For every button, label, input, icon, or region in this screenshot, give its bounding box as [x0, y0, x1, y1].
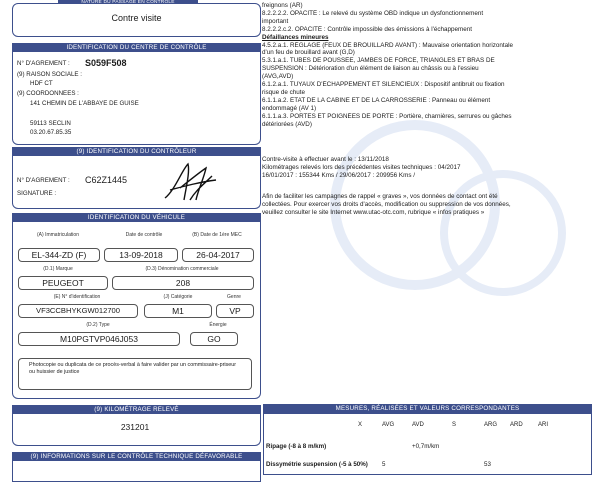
type-label: (D.2) Type	[86, 322, 110, 328]
mesures-row-label: Dissymétrie suspension (-5 à 50%)	[266, 461, 368, 468]
kilometrage-line: Kilométrages relevés lors des précédentes visites techniques : 04/2017	[262, 164, 461, 171]
mesures-cell: 53	[484, 461, 491, 468]
signature	[160, 160, 220, 205]
genre-label: Genre	[227, 294, 241, 300]
centre-raison-value: HDF CT	[30, 80, 53, 87]
centre-coord-label: (9) COORDONNEES :	[17, 90, 79, 97]
mesures-cell: 5	[382, 461, 386, 468]
mesures-col-header: AVD	[412, 422, 424, 428]
kilometrage-line: 16/01/2017 : 155344 Kms / 29/06/2017 : 209956 Kms /	[262, 172, 415, 179]
defaillance-line: 8.2.2.2.c.2. OPACITÉ : Contrôle impossible des émissions à l'échappement	[262, 25, 473, 33]
defaillance-line: 8.2.2.2.2. OPACITÉ : Le relevé du système OBD indique un dysfonctionnement	[262, 9, 484, 17]
defaillance-line: SUSPENSION : Détérioration d'un élément de liaison au châssis ou à l'essieu	[262, 65, 479, 73]
mesures-col-header: AVG	[382, 422, 395, 428]
mesures-col-header: S	[452, 422, 457, 428]
modele-field: 208	[112, 276, 254, 290]
kilometrage-field: 231201	[95, 421, 175, 433]
centre-city: 59113 SECLIN	[30, 120, 71, 127]
energie-label: Énergie	[209, 322, 227, 328]
controleur-agrement-value: C62Z1445	[85, 175, 128, 185]
defaillance-line: (AVG,AVD)	[262, 73, 294, 81]
defaillance-line: freignons (AR)	[262, 2, 303, 9]
mec-field: 26-04-2017	[182, 248, 254, 262]
defaillance-line: 6.1.2.a.1. TUYAUX D'ÉCHAPPEMENT ET SILENCIEUX : Dispositif antibruit ou fixation	[262, 81, 505, 88]
mesures-row-label: Ripage (-8 à 8 m/km)	[266, 443, 327, 450]
informations-box	[12, 461, 261, 482]
mec-label: (B) Date de 1ère MEC	[192, 232, 242, 238]
defaillance-line: endommagé (AV 1)	[262, 104, 317, 112]
vin-label: (E) N° d'identification	[53, 294, 101, 300]
kilometrage-line: Contre-visite à effectuer avant le : 13/11/2018	[262, 156, 389, 163]
controleur-header: (9) IDENTIFICATION DU CONTRÔLEUR	[12, 147, 261, 156]
centre-phone: 03.20.67.85.35	[30, 129, 72, 136]
mesures-cell: +0,7m/km	[412, 443, 440, 450]
date-label: Date de contrôle	[125, 232, 163, 238]
genre-field: VP	[216, 304, 254, 318]
immat-field: EL-344-ZD (F)	[18, 248, 100, 262]
defaillance-line: détériorées (AVD)	[262, 120, 312, 128]
kilometrage-header: (9) KILOMÉTRAGE RELEVÉ	[12, 405, 261, 414]
rappel-line: collectées. Pour exercer vos droits d'accès, modification ou suppression de vos données,	[262, 201, 511, 208]
centre-header: IDENTIFICATION DU CENTRE DE CONTRÔLE	[12, 43, 261, 52]
immat-label: (A) Immatriculation	[37, 232, 79, 238]
mesures-col-header: ARI	[538, 422, 549, 428]
centre-agrement-value: S059F508	[85, 58, 127, 68]
vehicule-header: IDENTIFICATION DU VÉHICULE	[12, 213, 261, 222]
controleur-signature-label: SIGNATURE :	[17, 190, 57, 197]
marque-label: (D.1) Marque	[43, 266, 73, 272]
defaillance-line: 5.3.1.a.1. TUBES DE POUSSÉE, JAMBES DE FORCE, TRIANGLES ET BRAS DE	[262, 57, 495, 65]
mesures-col-header: X	[358, 422, 363, 428]
nature-value: Contre visite	[111, 13, 162, 23]
centre-agrement-label: N° D'AGREMENT :	[17, 60, 70, 67]
defaillance-line: Défaillances mineures	[262, 33, 329, 41]
energie-field: GO	[190, 332, 238, 346]
informations-header: (9) INFORMATIONS SUR LE CONTRÔLE TECHNIQUE DÉFAVORABLE	[12, 452, 261, 461]
marque-field: PEUGEOT	[18, 276, 108, 290]
defaillance-line: 4.5.2.a.1. RÉGLAGE (FEUX DE BROUILLARD AVANT) : Mauvaise orientation horizontale	[262, 41, 514, 49]
categorie-field: M1	[144, 304, 212, 318]
defaillance-line: d'un feu de brouillard avant (G,D)	[262, 49, 355, 57]
centre-address: 141 CHEMIN DE L'ABBAYE DE GUISE	[30, 100, 139, 107]
rappel-line: Afin de faciliter les campagnes de rappel « graves », vos données de contact ont été	[262, 193, 498, 200]
date-field: 13-09-2018	[104, 248, 178, 262]
defaillance-line: 6.1.1.a.3. PORTES ET POIGNÉES DE PORTE : Portière, charnières, serrures ou gâches	[262, 112, 512, 120]
type-field: M10PGTVP046J053	[18, 332, 180, 346]
centre-raison-label: (9) RAISON SOCIALE :	[17, 71, 82, 78]
watermark-circle-2	[440, 170, 566, 296]
mesures-col-header: ARD	[510, 422, 523, 428]
rappel-line: veuillez consulter le site Internet www.utac-otc.com, rubrique « infos pratiques »	[262, 209, 485, 216]
controleur-agrement-label: N° D'AGREMENT :	[17, 177, 70, 184]
categorie-label: (J) Catégorie	[163, 294, 193, 300]
mesures-col-header: ARG	[484, 422, 498, 428]
modele-label: (D.3) Dénomination commerciale	[145, 266, 219, 272]
mesures-header: MESURES, RÉALISÉES ET VALEURS CORRESPONDANTES	[263, 404, 592, 413]
photocopie-note: Photocopie ou duplicata de ce procès-verbal à faire valider par un commissaire-priseur ou huissier de justice	[18, 358, 252, 390]
defaillance-line: risque de chute	[262, 88, 306, 96]
defaillance-line: important	[262, 17, 289, 25]
vin-field: VF3CCBHYKGW012700	[18, 304, 138, 318]
defaillance-line: 6.1.1.a.2. ÉTAT DE LA CABINE ET DE LA CARROSSERIE : Panneau ou élément	[262, 96, 491, 104]
